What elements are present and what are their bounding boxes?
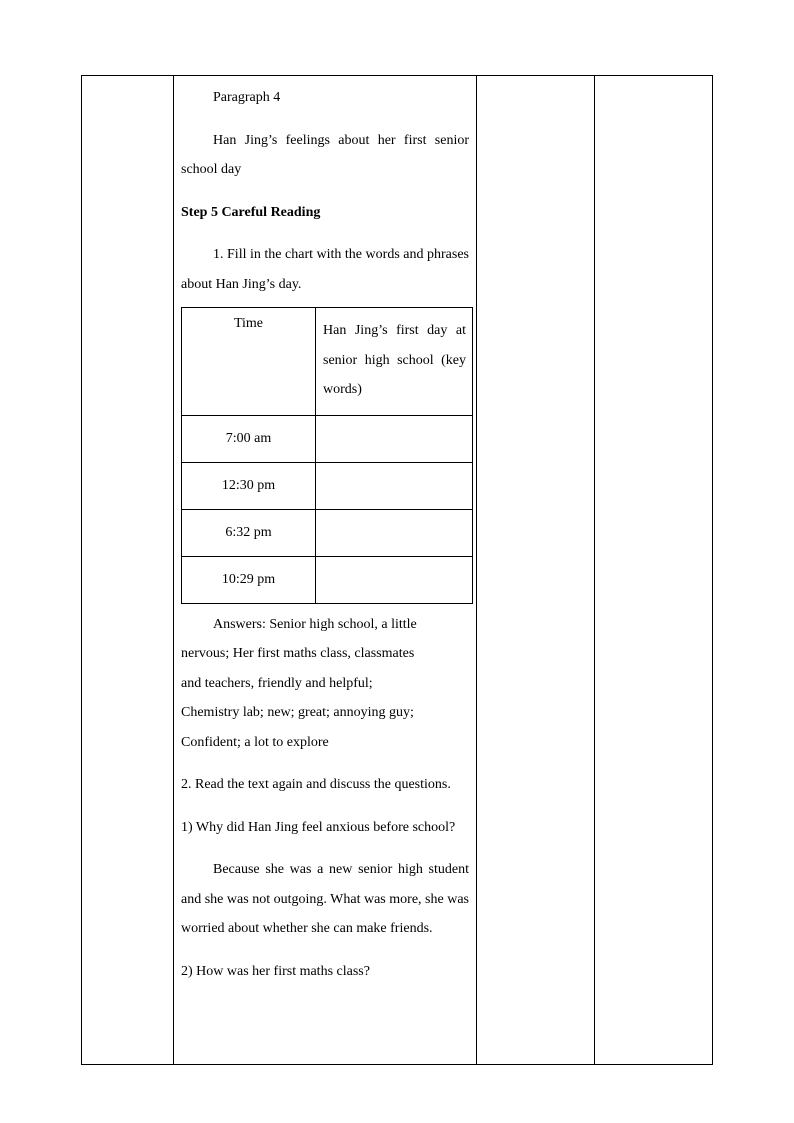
chart-row (182, 415, 473, 462)
chart-row (182, 462, 473, 509)
answer-1: Because she was a new senior high student and she was not outgoing. What was more, she was worried about whether she can make friends. (181, 862, 469, 936)
answers-line: and teachers, friendly and helpful; (181, 675, 373, 691)
chart-header-key-words: Han Jing’s first day at senior high school (key words) (316, 308, 473, 416)
column-divider-2 (476, 76, 477, 1064)
chart-key-cell (316, 415, 473, 462)
chart-row (182, 556, 473, 603)
chart-key-cell (316, 556, 473, 603)
chart-time-cell: 7:00 am (182, 415, 316, 462)
chart-key-cell (316, 462, 473, 509)
chart-row (182, 509, 473, 556)
task-2-instruction: 2. Read the text again and discuss the questions. (181, 777, 451, 792)
chart-key-cell (316, 509, 473, 556)
answers-line: Answers: Senior high school, a little (213, 616, 417, 632)
chart-time-cell: 12:30 pm (182, 462, 316, 509)
column-divider-3 (594, 76, 595, 1064)
answers-line: Confident; a lot to explore (181, 734, 329, 750)
paragraph-4-label: Paragraph 4 (213, 90, 281, 105)
key-words-chart (181, 307, 473, 604)
chart-header-row (182, 308, 473, 416)
question-2: 2) How was her first maths class? (181, 963, 370, 979)
question-1: 1) Why did Han Jing feel anxious before school? (181, 819, 456, 835)
chart-header-time: Time (182, 308, 316, 416)
column-divider-1 (173, 76, 174, 1064)
step-5-heading: Step 5 Careful Reading (181, 204, 321, 220)
chart-time-cell: 6:32 pm (182, 509, 316, 556)
chart-time-cell: 10:29 pm (182, 556, 316, 603)
answers-line: nervous; Her first maths class, classmates (181, 646, 415, 661)
paragraph-4-text: Han Jing’s feelings about her first senior school day (181, 132, 469, 177)
task-1-instruction: 1. Fill in the chart with the words and phrases about Han Jing’s day. (181, 247, 469, 292)
answers-line: Chemistry lab; new; great; annoying guy; (181, 705, 414, 720)
lesson-plan-table (81, 75, 713, 1065)
teaching-content-cell (181, 76, 469, 986)
